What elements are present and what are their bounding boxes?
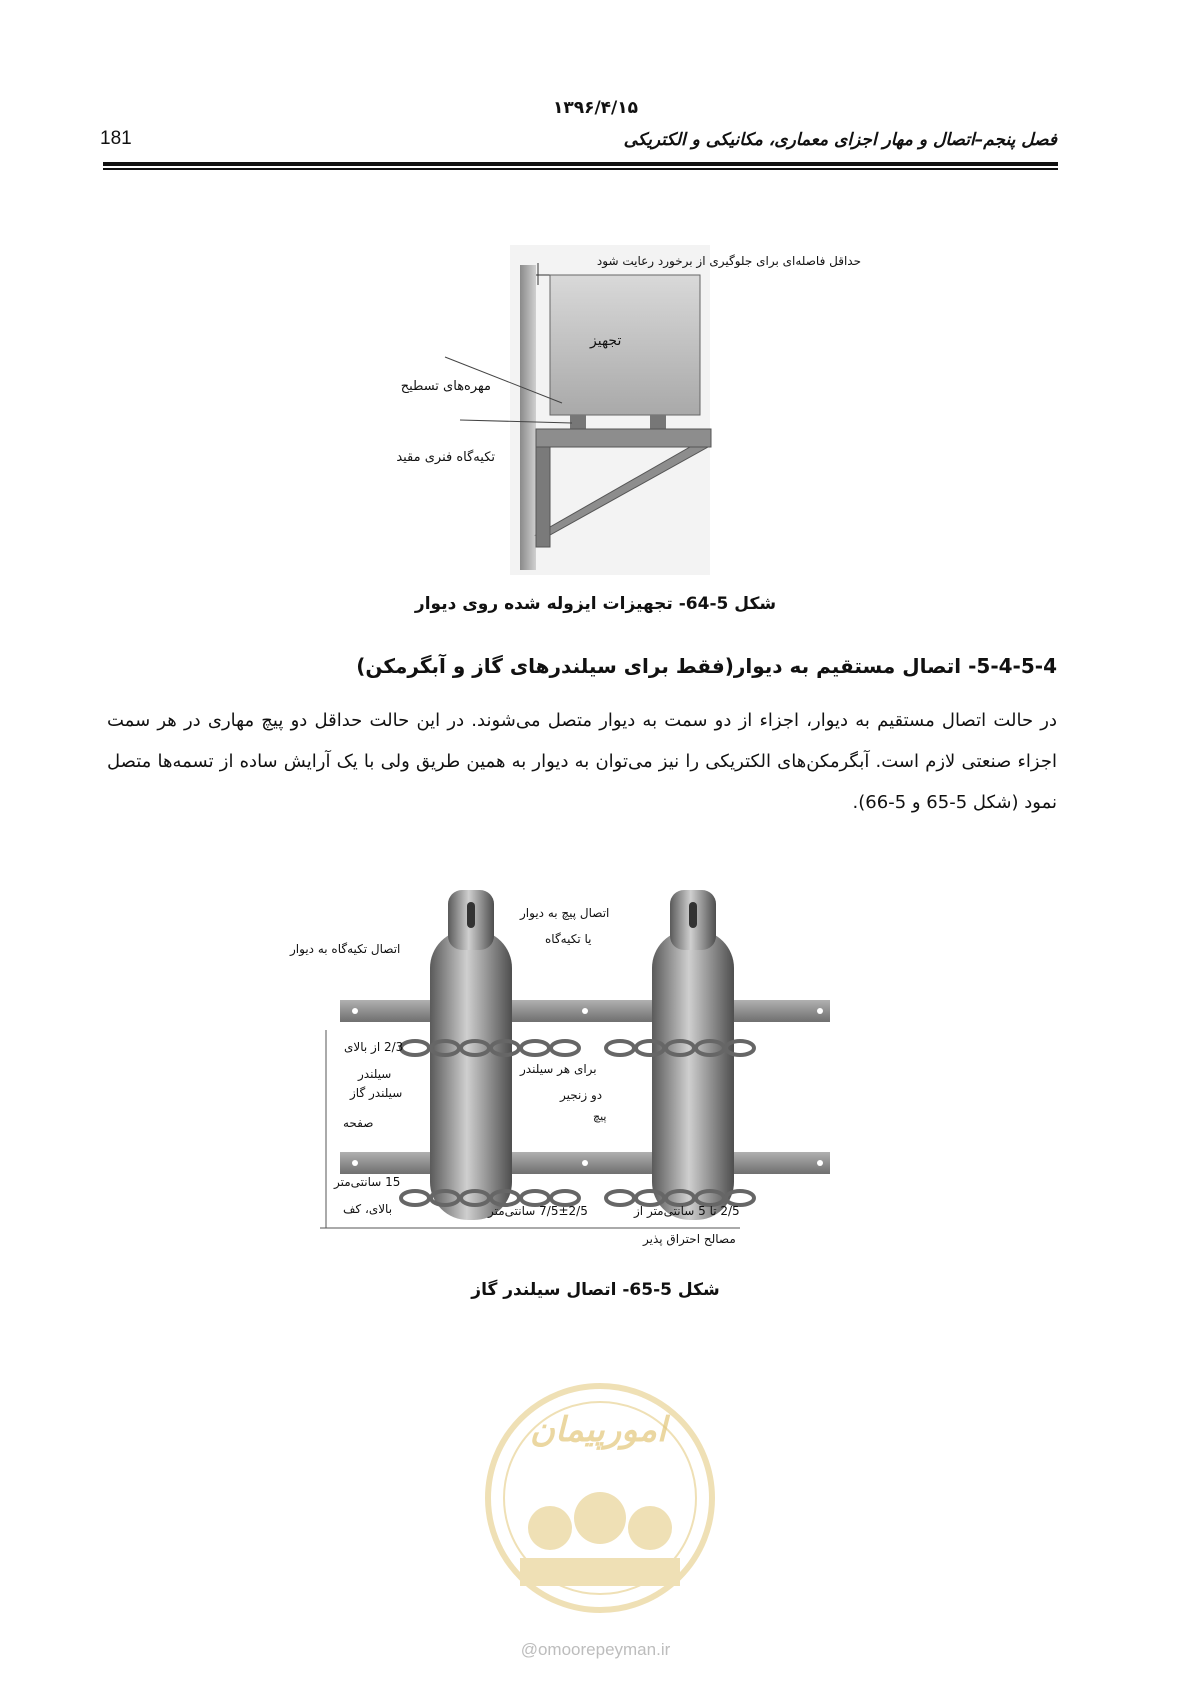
fig64-label-spring-support: تکیه‌گاه فنری مقید [396, 450, 495, 465]
section-paragraph: در حالت اتصال مستقیم به دیوار، اجزاء از دو سمت به دیوار متصل می‌شوند. در این حالت حداقل دو پیچ مهاری در هر سمت اجزاء صنعتی لازم است. آبگرمکن‌های الکتریکی را نیز می‌توان به دیوار به همین طریق ولی با یک آرایش ساده از تسمه‌ها متصل نمود (شکل 5-65 و 5-66). [107, 710, 1057, 813]
equipment-box [550, 275, 700, 415]
spring-support-right [650, 415, 666, 429]
chapter-title: فصل پنجم–اتصال و مهار اجزای معماری، مکانیکی و الکتریکی [623, 130, 1057, 150]
fig65-label-two-thirds: 2/3 از بالای [344, 1040, 404, 1054]
fig65-label-seven-five: 7/5±2/5 سانتی‌متر [488, 1204, 588, 1218]
figure-65-caption: شکل 5-65- اتصال سیلندر گاز [471, 1280, 720, 1300]
fig65-label-two-five-cm: 2/5 تا 5 سانتی‌متر از [634, 1204, 740, 1218]
fig64-label-min-gap: حداقل فاصله‌ای برای جلوگیری از برخورد رعایت شود [596, 254, 861, 268]
watermark-logo-text: امورپیمان [530, 1410, 667, 1450]
fig65-label-support-to-wall: اتصال تکیه‌گاه به دیوار [290, 942, 401, 956]
fig65-label-bolt-wall-2: یا تکیه‌گاه [545, 932, 592, 946]
figure-64-illustration [350, 245, 870, 575]
fig65-label-cylinder: سیلندر [358, 1067, 392, 1081]
figure-64-caption: شکل 5-64- تجهیزات ایزوله شده روی دیوار [414, 594, 777, 614]
fig65-label-combustible: مصالح احتراق پذیر [643, 1232, 736, 1246]
fig65-label-gas-cylinder: سیلندر گاز [350, 1086, 403, 1100]
section-heading: 5-4-5-4- اتصال مستقیم به دیوار(فقط برای سیلندرهای گاز و آبگرمکن) [356, 654, 1057, 678]
bracket-beam [536, 429, 711, 447]
fig65-label-per-cylinder-3: پیچ [593, 1110, 607, 1123]
header-rule-thick [103, 162, 1058, 166]
fig64-label-equipment: تجهیز [590, 333, 622, 349]
wall [520, 265, 536, 570]
gas-cylinder-right [652, 890, 734, 1220]
fig65-label-per-cylinder-1: برای هر سیلندر [520, 1062, 597, 1076]
header-date: ۱۳۹۶/۴/۱۵ [552, 98, 639, 118]
fig65-label-per-cylinder-2: دو زنجیر [560, 1088, 603, 1102]
fig65-label-fifteen-cm: 15 سانتی‌متر [334, 1175, 401, 1189]
fig65-label-floor-top: بالای، کف [343, 1202, 393, 1216]
fig65-label-bolt-wall-1: اتصال پیچ به دیوار [520, 906, 610, 920]
page-number: 181 [100, 128, 132, 149]
fig64-label-leveling-nuts: مهره‌های تسطیح [400, 379, 491, 394]
watermark-url: @omoorepeyman.ir [520, 1640, 671, 1659]
spring-support-left [570, 415, 586, 429]
header-rule-thin [103, 168, 1058, 170]
fig65-label-plate: صفحه [343, 1116, 374, 1130]
bracket-post [536, 447, 550, 547]
